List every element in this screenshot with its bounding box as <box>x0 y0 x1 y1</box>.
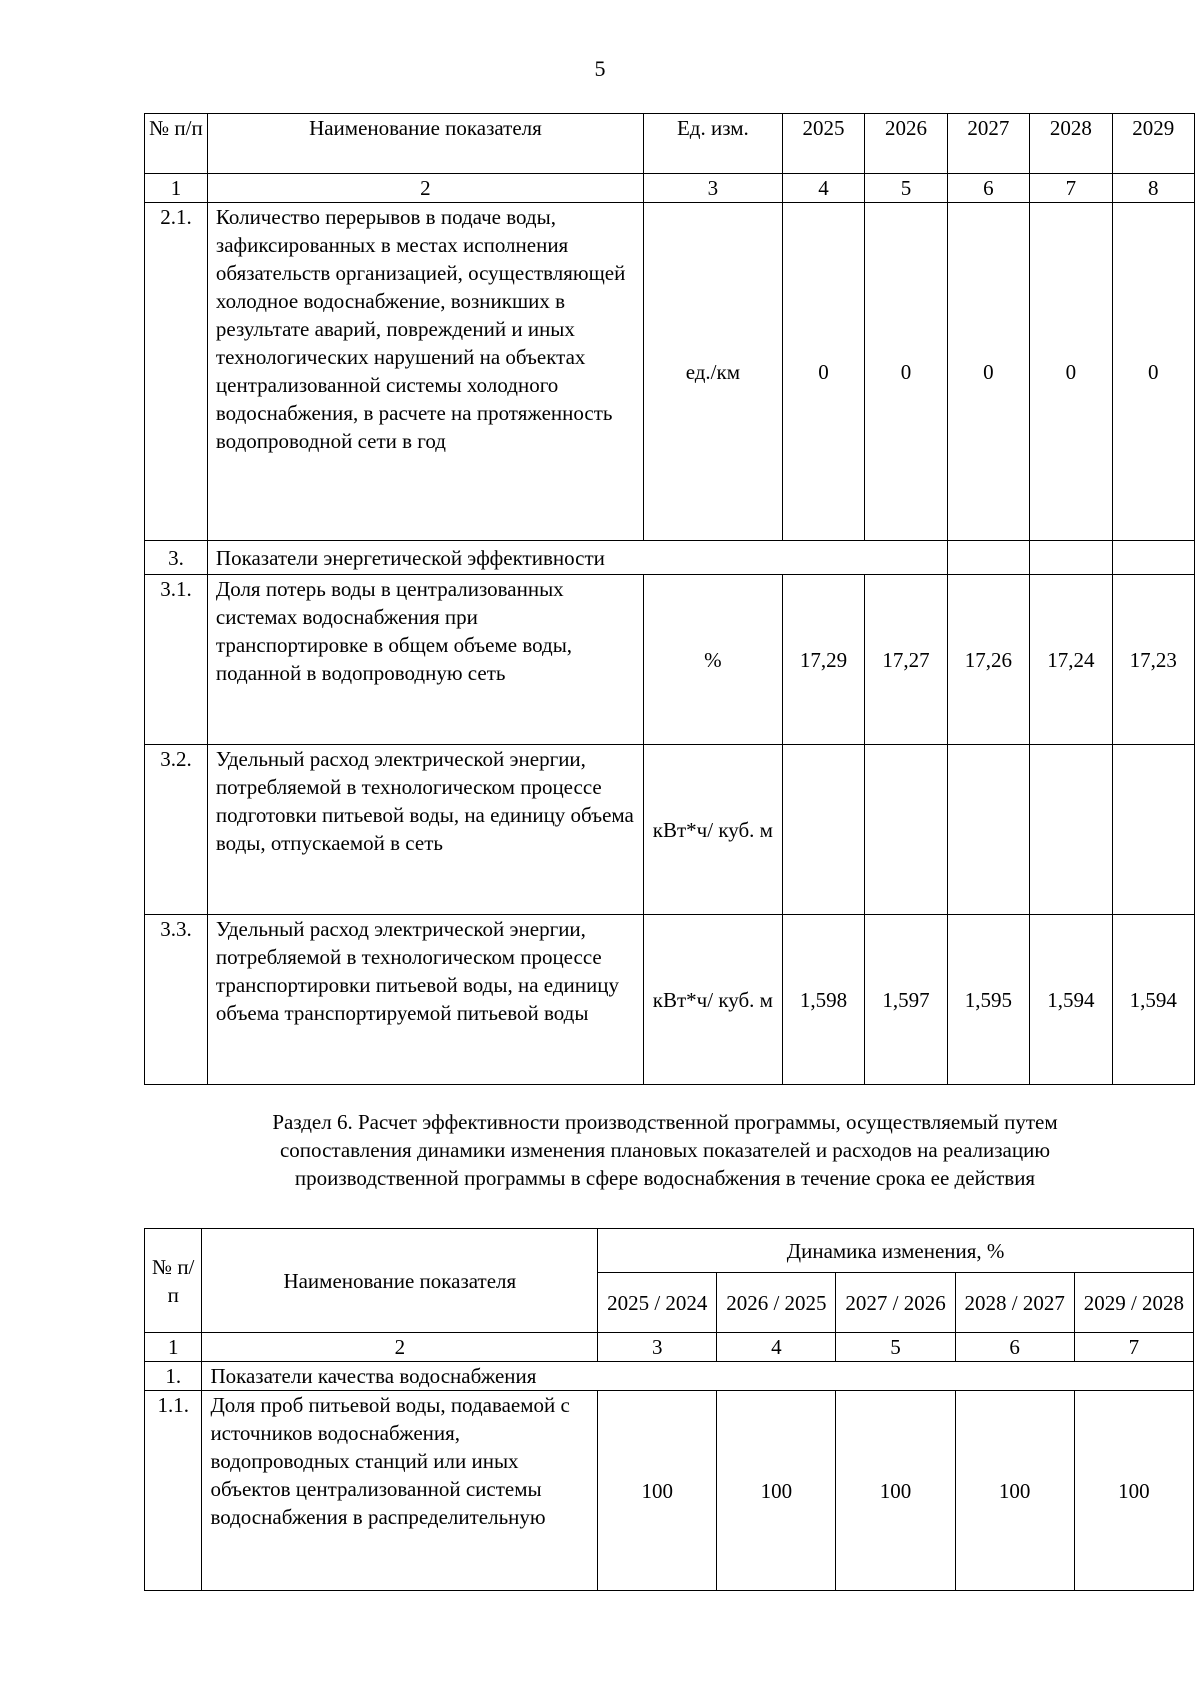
header-dynamics: Динамика изменения, % <box>598 1229 1194 1273</box>
unit-cell: кВт*ч/ куб. м <box>643 745 782 915</box>
value-cell: 100 <box>598 1391 717 1591</box>
column-number-row <box>145 1333 1194 1362</box>
section-row <box>145 541 1195 575</box>
empty-cell <box>947 541 1029 575</box>
section-title-cell: Показатели качества водоснабжения <box>202 1362 1194 1391</box>
value-cell <box>865 745 947 915</box>
value-cell: 100 <box>717 1391 836 1591</box>
indicators-table <box>144 113 1195 1085</box>
dynamics-table <box>144 1228 1194 1591</box>
column-number-row <box>145 174 1195 203</box>
column-number: 7 <box>1030 174 1112 203</box>
table-row <box>145 1391 1194 1591</box>
page-number: 5 <box>594 56 606 81</box>
column-number: 5 <box>836 1333 955 1362</box>
unit-cell: кВт*ч/ куб. м <box>643 915 782 1085</box>
value-cell: 100 <box>955 1391 1074 1591</box>
value-cell: 0 <box>865 203 947 541</box>
empty-cell <box>1030 541 1112 575</box>
header-year: 2026 <box>865 114 947 174</box>
column-number: 5 <box>865 174 947 203</box>
column-number: 6 <box>947 174 1029 203</box>
value-cell: 17,26 <box>947 575 1029 745</box>
unit-cell: % <box>643 575 782 745</box>
section-title-line: Раздел 6. Расчет эффективности производственной программы, осуществляемый путем <box>272 1110 1058 1134</box>
column-number: 6 <box>955 1333 1074 1362</box>
value-cell: 100 <box>836 1391 955 1591</box>
column-number: 3 <box>643 174 782 203</box>
header-period: 2027 / 2026 <box>836 1273 955 1333</box>
row-number: 3.3. <box>145 915 208 1085</box>
value-cell: 17,24 <box>1030 575 1112 745</box>
table-row <box>145 575 1195 745</box>
value-cell <box>782 745 864 915</box>
column-number: 4 <box>717 1333 836 1362</box>
header-year: 2028 <box>1030 114 1112 174</box>
column-number: 3 <box>598 1333 717 1362</box>
value-cell: 17,27 <box>865 575 947 745</box>
header-period: 2029 / 2028 <box>1074 1273 1193 1333</box>
row-number: 1.1. <box>145 1391 202 1591</box>
indicator-name: Удельный расход электрической энергии, потребляемой в технологическом процессе подготовки питьевой воды, на единицу объема воды, отпускаемой в сеть <box>207 745 643 915</box>
header-period: 2025 / 2024 <box>598 1273 717 1333</box>
value-cell: 0 <box>782 203 864 541</box>
table-row <box>145 203 1195 541</box>
section-title-line: сопоставления динамики изменения плановых показателей и расходов на реализацию <box>279 1138 1051 1162</box>
value-cell <box>1112 745 1194 915</box>
unit-cell: ед./км <box>643 203 782 541</box>
row-number: 2.1. <box>145 203 208 541</box>
empty-cell <box>1112 541 1194 575</box>
header-no: № п/п <box>145 114 208 174</box>
value-cell <box>1030 745 1112 915</box>
value-cell: 1,595 <box>947 915 1029 1085</box>
indicator-name: Количество перерывов в подаче воды, зафиксированных в местах исполнения обязательств организацией, осуществляющей холодное водоснабжение, возникших в результате аварий, повреждений и иных технологических нарушений на объектах централизованной системы холодного водоснабжения, в расчете на протяженность водопроводной сети в год <box>207 203 643 541</box>
section-row <box>145 1362 1194 1391</box>
header-period: 2028 / 2027 <box>955 1273 1074 1333</box>
header-year: 2029 <box>1112 114 1194 174</box>
value-cell: 0 <box>1030 203 1112 541</box>
column-number: 1 <box>145 1333 202 1362</box>
indicator-name: Доля проб питьевой воды, подаваемой с источников водоснабжения, водопроводных станций или иных объектов централизованной системы водоснабжения в распределительную <box>202 1391 598 1591</box>
column-number: 8 <box>1112 174 1194 203</box>
table-row <box>145 745 1195 915</box>
section-title-cell: Показатели энергетической эффективности <box>207 541 947 575</box>
header-unit: Ед. изм. <box>643 114 782 174</box>
header-year: 2027 <box>947 114 1029 174</box>
indicator-name: Удельный расход электрической энергии, потребляемой в технологическом процессе транспортировки питьевой воды, на единицу объема транспортируемой питьевой воды <box>207 915 643 1085</box>
row-number: 3. <box>145 541 208 575</box>
indicator-name: Доля потерь воды в централизованных системах водоснабжения при транспортировке в общем объеме воды, поданной в водопроводную сеть <box>207 575 643 745</box>
header-period: 2026 / 2025 <box>717 1273 836 1333</box>
header-year: 2025 <box>782 114 864 174</box>
section-6-title <box>160 1108 1170 1192</box>
value-cell: 0 <box>947 203 1029 541</box>
value-cell <box>947 745 1029 915</box>
column-number: 2 <box>202 1333 598 1362</box>
header-name: Наименование показателя <box>202 1229 598 1333</box>
column-number: 1 <box>145 174 208 203</box>
value-cell: 17,23 <box>1112 575 1194 745</box>
header-no: № п/п <box>145 1229 202 1333</box>
table-row <box>145 915 1195 1085</box>
value-cell: 1,597 <box>865 915 947 1085</box>
value-cell: 1,594 <box>1030 915 1112 1085</box>
value-cell: 1,598 <box>782 915 864 1085</box>
section-title-line: производственной программы в сфере водоснабжения в течение срока ее действия <box>294 1166 1036 1190</box>
table-header-row <box>145 114 1195 174</box>
value-cell: 1,594 <box>1112 915 1194 1085</box>
row-number: 3.2. <box>145 745 208 915</box>
table-header-row <box>145 1229 1194 1273</box>
column-number: 2 <box>207 174 643 203</box>
column-number: 7 <box>1074 1333 1193 1362</box>
column-number: 4 <box>782 174 864 203</box>
value-cell: 17,29 <box>782 575 864 745</box>
header-name: Наименование показателя <box>207 114 643 174</box>
value-cell: 100 <box>1074 1391 1193 1591</box>
row-number: 1. <box>145 1362 202 1391</box>
row-number: 3.1. <box>145 575 208 745</box>
value-cell: 0 <box>1112 203 1194 541</box>
